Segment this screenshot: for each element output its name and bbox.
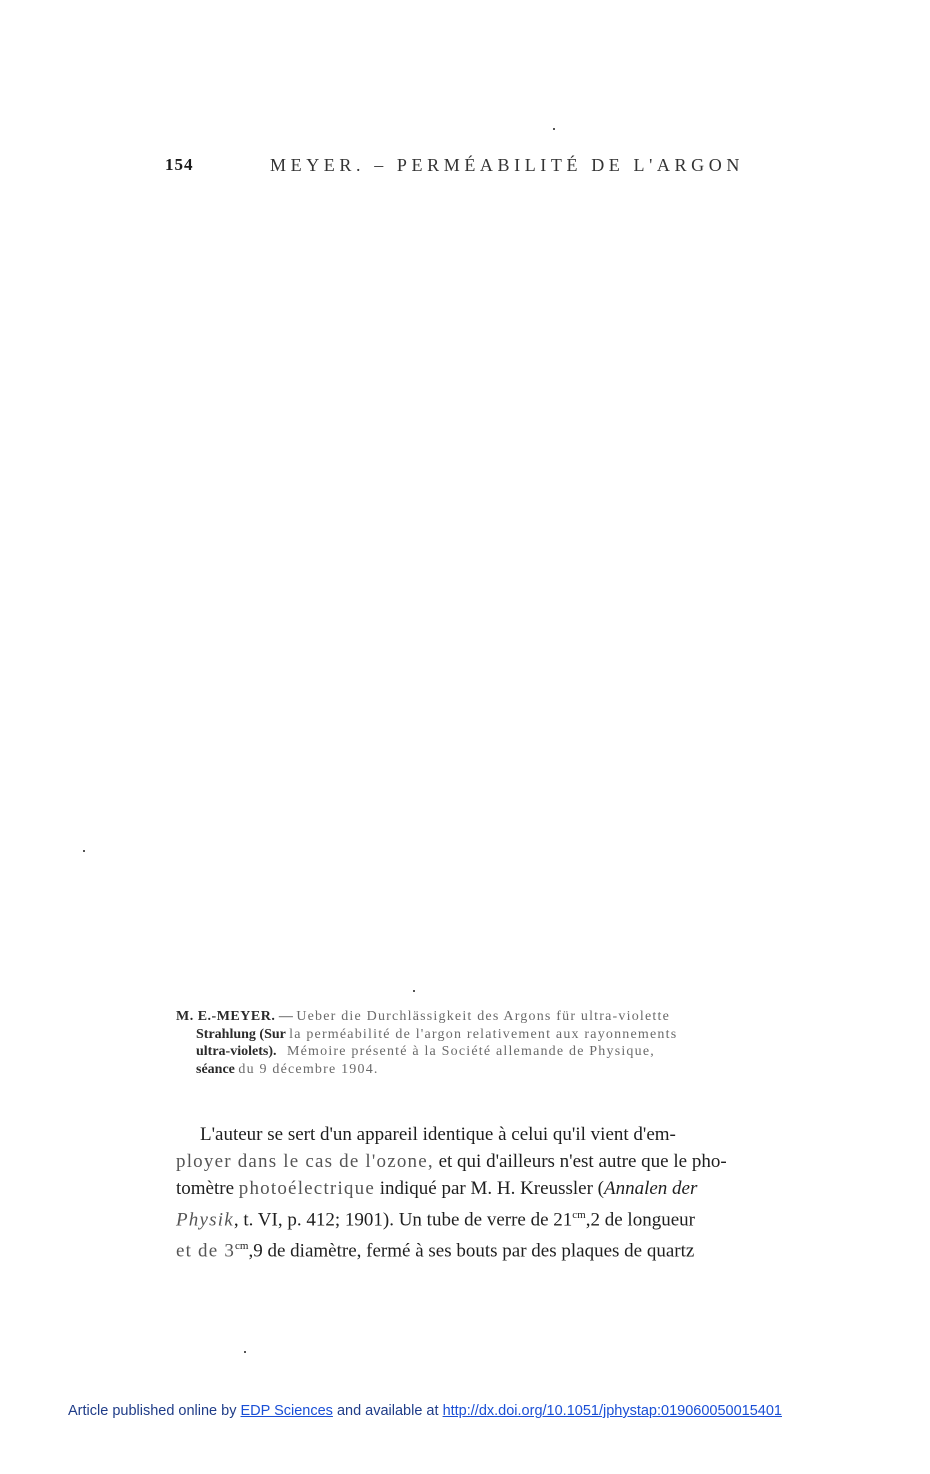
abstract-line bbox=[176, 1008, 850, 1026]
footer-middle: and available at bbox=[332, 1403, 443, 1419]
dash: — bbox=[275, 1009, 297, 1024]
german-title: Ueber die Durchlässigkeit des Argons für ultra-violette bbox=[296, 1009, 670, 1024]
seance-label: séance bbox=[196, 1061, 235, 1077]
body-line bbox=[176, 1175, 852, 1202]
page-header bbox=[165, 155, 744, 179]
body-text-segment: ,2 de longueur bbox=[585, 1209, 695, 1231]
french-title-open: (Sur bbox=[255, 1026, 290, 1042]
memoire-note: Mémoire présenté à la Société allemande de Physique, bbox=[286, 1044, 655, 1060]
abstract-line bbox=[176, 1061, 850, 1079]
body-text-segment: , t. VI, p. 412; 1901). Un tube de verre de 21 bbox=[233, 1209, 573, 1231]
page-number: 154 bbox=[165, 155, 194, 174]
body-text-segment: indiqué par M. H. Kreussler ( bbox=[374, 1178, 604, 1199]
footer-prefix: Article published online by bbox=[68, 1403, 241, 1419]
unit-superscript: cm bbox=[235, 1240, 249, 1253]
body-line bbox=[176, 1148, 852, 1175]
scan-speck bbox=[413, 990, 415, 992]
author-name: M. E.-MEYER. bbox=[176, 1009, 276, 1024]
doi-link[interactable]: http://dx.doi.org/10.1051/jphystap:019060050015401 bbox=[442, 1403, 782, 1419]
abstract-heading bbox=[176, 1008, 850, 1078]
scan-speck bbox=[244, 1351, 246, 1353]
body-text-segment: et qui d'ailleurs n'est autre que le pho- bbox=[433, 1151, 727, 1172]
french-title: la perméabilité de l'argon relativement aux rayonnements bbox=[289, 1026, 678, 1042]
body-text-segment: ,9 de diamètre, fermé à ses bouts par des plaques de quartz bbox=[248, 1240, 695, 1262]
publication-footer bbox=[68, 1403, 782, 1419]
seance-date: du 9 décembre 1904. bbox=[238, 1061, 379, 1077]
body-line bbox=[176, 1202, 852, 1233]
body-text-segment: et de 3 bbox=[176, 1240, 236, 1262]
running-title: MEYER. – PERMÉABILITÉ DE L'ARGON bbox=[270, 155, 744, 175]
scan-speck bbox=[83, 850, 85, 852]
german-title-end: Strahlung bbox=[196, 1026, 256, 1042]
body-text-segment: tomètre bbox=[176, 1178, 239, 1199]
scan-speck bbox=[553, 128, 555, 130]
abstract-line bbox=[176, 1043, 850, 1061]
journal-name: Physik bbox=[176, 1209, 234, 1231]
french-title-end: ultra-violets). bbox=[196, 1044, 277, 1060]
abstract-line bbox=[176, 1026, 850, 1044]
body-paragraph bbox=[176, 1121, 852, 1265]
body-text-segment: photoélectrique bbox=[238, 1178, 375, 1199]
journal-name: Annalen der bbox=[603, 1178, 698, 1199]
body-text-segment: ployer dans le cas de l'ozone, bbox=[176, 1151, 434, 1172]
body-line bbox=[176, 1233, 852, 1264]
publisher-link[interactable]: EDP Sciences bbox=[240, 1403, 333, 1419]
body-line: L'auteur se sert d'un appareil identique à celui qu'il vient d'em- bbox=[200, 1124, 676, 1145]
unit-superscript: cm bbox=[572, 1209, 586, 1221]
